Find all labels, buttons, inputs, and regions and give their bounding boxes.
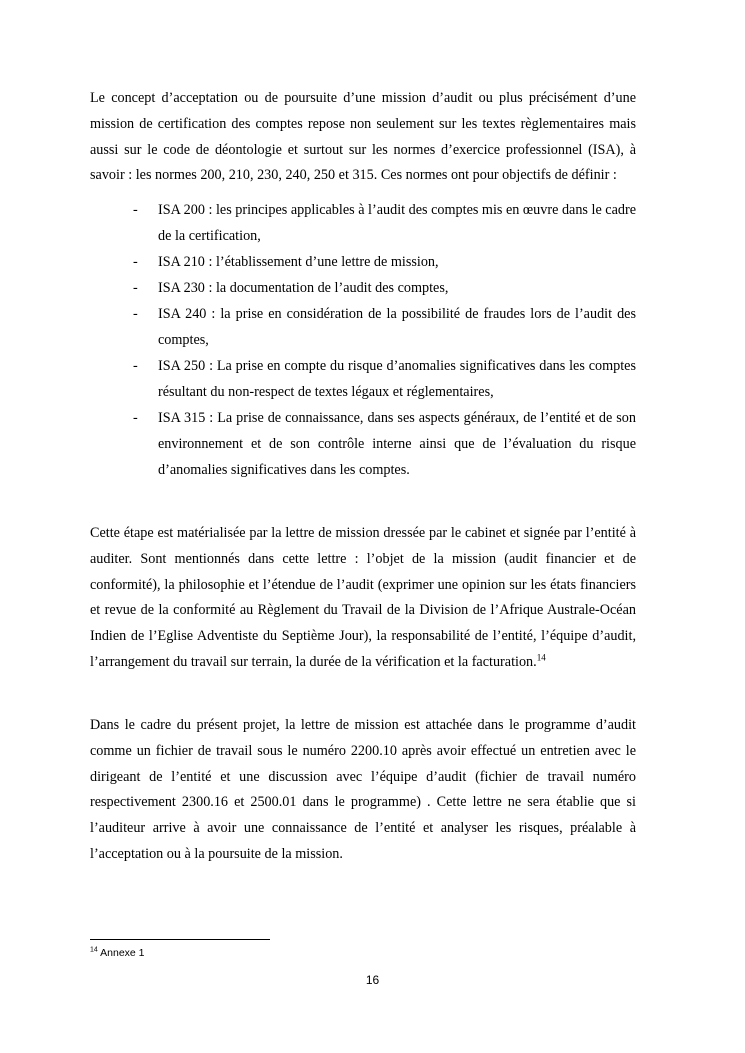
project-paragraph: Dans le cadre du présent projet, la lettre de mission est attachée dans le programme d’audit comme un fichier de travail sous le numéro 2200.10 après avoir effectué un entretien avec le dirigeant de l’entité et une discussion avec l’équipe d’audit (fichier de travail numéro respectivement 2300.16 et 2500.01 dans le programme) . Cette lettre ne sera établie que si l’auditeur arrive à avoir une connaissance de l’entité et analyser les risques, préalable à l’acceptation ou à la poursuite de la mission. bbox=[90, 717, 636, 862]
list-item-text: ISA 240 : la prise en considération de la possibilité de fraudes lors de l’audit des comptes, bbox=[158, 306, 636, 348]
bullet-dash: - bbox=[133, 410, 138, 426]
list-item bbox=[90, 275, 636, 301]
engagement-letter-paragraph bbox=[90, 521, 636, 676]
list-item-text: ISA 250 : La prise en compte du risque d’anomalies significatives dans les comptes résultant du non-respect de textes légaux et réglementaires, bbox=[158, 358, 636, 400]
list-item-text: ISA 230 : la documentation de l’audit des comptes, bbox=[158, 280, 449, 296]
page-number: 16 bbox=[365, 973, 380, 987]
bullet-dash: - bbox=[133, 254, 138, 270]
bullet-dash: - bbox=[133, 280, 138, 296]
engagement-letter-text: Cette étape est matérialisée par la lettre de mission dressée par le cabinet et signée par l’entité à auditer. Sont mentionnés dans cette lettre : l’objet de la mission (audit financier et de conformité), la philosophie et l’étendue de l’audit (exprimer une opinion sur les états financiers et revue de la conformité au Règlement du Travail de la Division de l’Afrique Australe-Océan Indien de l’Eglise Adventiste du Septième Jour), la responsabilité de l’entité, l’équipe d’audit, l’arrangement du travail sur terrain, la durée de la vérification et la facturation. bbox=[90, 525, 636, 670]
list-item bbox=[90, 405, 636, 483]
intro-paragraph: Le concept d’acceptation ou de poursuite d’une mission d’audit ou plus précisément d’une mission de certification des comptes repose non seulement sur les textes règlementaires mais aussi sur le code de déontologie et surtout sur les normes d’exercice professionnel (ISA), à savoir : les normes 200, 210, 230, 240, 250 et 315. Ces normes ont pour objectifs de définir : bbox=[90, 90, 636, 184]
list-item bbox=[90, 301, 636, 353]
footnote-text: Annexe 1 bbox=[100, 947, 145, 959]
bullet-dash: - bbox=[133, 306, 138, 322]
footnote-number: 14 bbox=[90, 946, 98, 954]
list-item bbox=[90, 197, 636, 249]
bullet-dash: - bbox=[133, 202, 138, 218]
list-item-text: ISA 200 : les principes applicables à l’audit des comptes mis en œuvre dans le cadre de la certification, bbox=[158, 202, 636, 244]
footnote-reference[interactable]: 14 bbox=[536, 652, 546, 663]
footnote-separator bbox=[90, 939, 270, 940]
footnote bbox=[90, 946, 145, 960]
bullet-dash: - bbox=[133, 358, 138, 374]
list-item bbox=[90, 353, 636, 405]
list-item-text: ISA 210 : l’établissement d’une lettre de mission, bbox=[158, 254, 439, 270]
isa-standards-list bbox=[90, 197, 636, 483]
list-item bbox=[90, 249, 636, 275]
list-item-text: ISA 315 : La prise de connaissance, dans ses aspects généraux, de l’entité et de son environnement et de son contrôle interne ainsi que de l’évaluation du risque d’anomalies significatives dans les comptes. bbox=[158, 410, 636, 478]
